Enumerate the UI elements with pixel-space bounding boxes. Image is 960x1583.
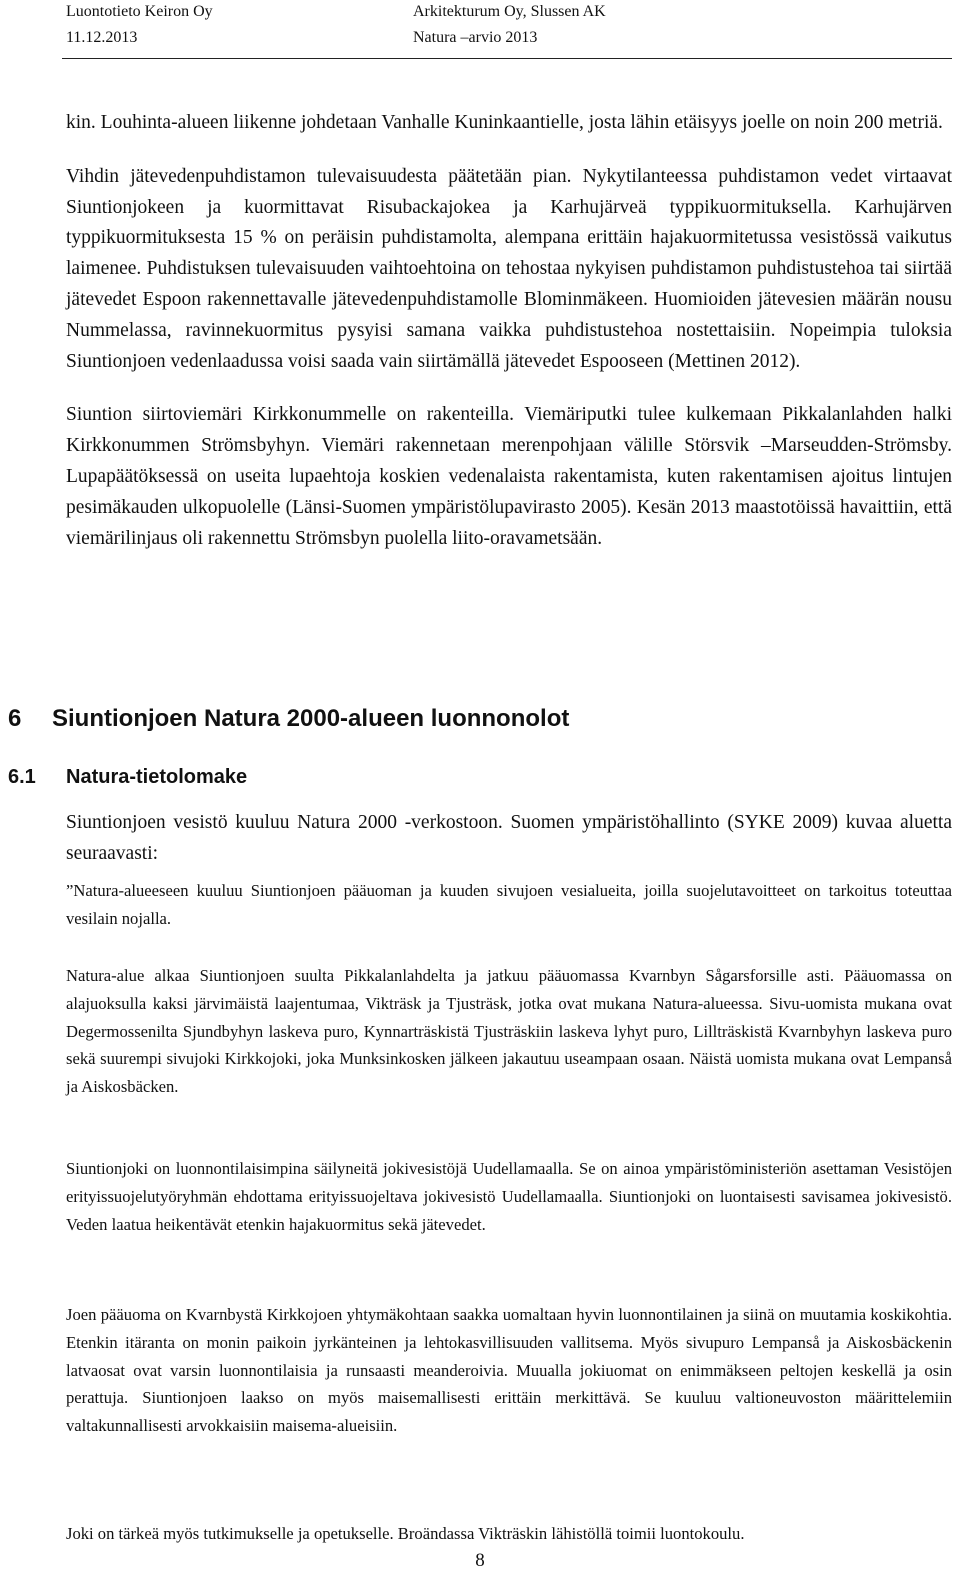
section-number: 6 (8, 705, 22, 732)
subsection-title: Natura-tietolomake (66, 766, 248, 788)
quote-paragraph: Siuntionjoki on luonnontilaisimpina säilyneitä jokivesistöjä Uudellamaalla. Se on ainoa ympäristöministeriön asettaman Vesistöjen erityissuojelutyöryhmän ehdottama erityissuojeltava jokivesistö Uudellamaalla. Siuntionjoki on luontaisesti savisamea jokivesistö. Veden laatua heikentävät etenkin hajakuormitus sekä jätevedet. (66, 1159, 952, 1234)
subsection-intro: Siuntionjoen vesistö kuuluu Natura 2000 -verkostoon. Suomen ympäristöhallinto (SYKE 2009) kuvaa aluetta seuraavasti: (66, 812, 952, 864)
quote-paragraph: Joki on tärkeä myös tutkimukselle ja opetukselle. Broändassa Vikträskin lähistöllä toimii luontokoulu. (66, 1524, 745, 1543)
quote-paragraph: Natura-alue alkaa Siuntionjoen suulta Pikkalanlahdelta ja jatkuu pääuomassa Kvarnbyn Sågarsforsille asti. Pääuomassa on alajuoksulla kaksi järvimäistä laajentumaa, Vikträsk ja Tjusträsk, jotka ovat mukana Natura-alueessa. Sivu-uomista mukana ovat Degermossenilta Sjundbyhyn laskeva puro, Kynnarträskistä Tjusträskiin laskeva lyhyt puro, Lillträskistä Kvarnbyhyn laskeva puro sekä suurempi sivujoki Kirkkojoki, joka Munksinkosken jälkeen jakautuu useampaan osaan. Näistä uomista mukana ovat Lempanså ja Aiskosbäcken. (66, 966, 952, 1097)
quote-paragraph: Joen pääuoma on Kvarnbystä Kirkkojoen yhtymäkohtaan saakka uomaltaan hyvin luonnontilainen ja siinä on muutamia koskikohtia. Etenkin itäranta on monin paikoin jyrkänteinen ja lehtokasvillisuuden vallitsema. Myös sivupuro Lempanså ja Aiskosbäckenin latvaosat ovat varsin luonnontilaisia ja runsaasti meanderoivia. Muualla jokiuomat on enimmäkseen peltojen keskellä ja osin perattuja. Siuntionjoen laakso on myös maisemallisesti erittäin merkittävä. Se kuuluu valtioneuvoston määrittelemiin valtakunnallisesti arvokkaisiin maisema-alueisiin. (66, 1305, 952, 1436)
subsection-number: 6.1 (8, 766, 36, 788)
quote-paragraph: ”Natura-alueeseen kuuluu Siuntionjoen pääuoman ja kuuden sivujoen vesialueita, joilla suojelutavoitteet on tarkoitus toteuttaa vesilain nojalla. (66, 881, 952, 928)
body-paragraph: Vihdin jätevedenpuhdistamon tulevaisuudesta päätetään pian. Nykytilanteessa puhdistamon vedet virtaavat Siuntionjokeen ja kuormittavat Risubackajokea ja Karhujärveä typpikuormituksella. Karhujärven typpikuormituksesta 15 % on peräisin puhdistamolta, alempana erittäin hajakuormitetussa vesistössä vaikutus laimenee. Puhdistuksen tulevaisuuden vaihtoehtoina on tehostaa nykyisen puhdistamon puhdistustehoa tai siirtää jätevedet Espoon rakennettavalle jätevedenpuhdistamolle Blominmäkeen. Huomioiden jätevesien määrän nousu Nummelassa, ravinnekuormitus pysyisi samana vaikka puhdistustehoa nostettaisiin. Nopeimpia tuloksia Siuntionjoen vedenlaadussa voisi saada vain siirtämällä jätevedet Espooseen (Mettinen 2012). (66, 165, 952, 372)
header-author: Luontotieto Keiron Oy (66, 3, 213, 20)
body-paragraph: kin. Louhinta-alueen liikenne johdetaan Vanhalle Kuninkaantielle, josta lähin etäisyys joelle on noin 200 metriä. (66, 112, 943, 133)
page-number: 8 (475, 1550, 485, 1571)
header-doc-title: Natura –arvio 2013 (413, 29, 538, 46)
header-date: 11.12.2013 (66, 29, 138, 46)
header-client: Arkitekturum Oy, Slussen AK (413, 3, 606, 20)
header-divider (62, 58, 952, 59)
main-text (66, 108, 952, 554)
section-heading (8, 705, 569, 733)
body-paragraph: Siuntion siirtoviemäri Kirkkonummelle on rakenteilla. Viemäriputki tulee kulkemaan Pikkalanlahden halki Kirkkonummen Strömsbyhyn. Viemäri rakennetaan merenpohjaan välille Störsvik –Marseudden-Strömsby. Lupapäätöksessä on useita lupaehtoja koskien vedenalaista rakentamista, kuten rakentamisen ajoitus lintujen pesimäkauden ulkopuolelle (Länsi-Suomen ympäristölupavirasto 2005). Kesän 2013 maastotöissä havaittiin, että viemärilinjaus oli rakennettu Strömsbyn puolella liito-oravametsään. (66, 404, 952, 549)
section-title: Siuntionjoen Natura 2000-alueen luonnonolot (52, 705, 570, 732)
subsection-intro-block (66, 808, 952, 870)
page-header (0, 0, 960, 60)
subsection-heading (8, 766, 247, 789)
